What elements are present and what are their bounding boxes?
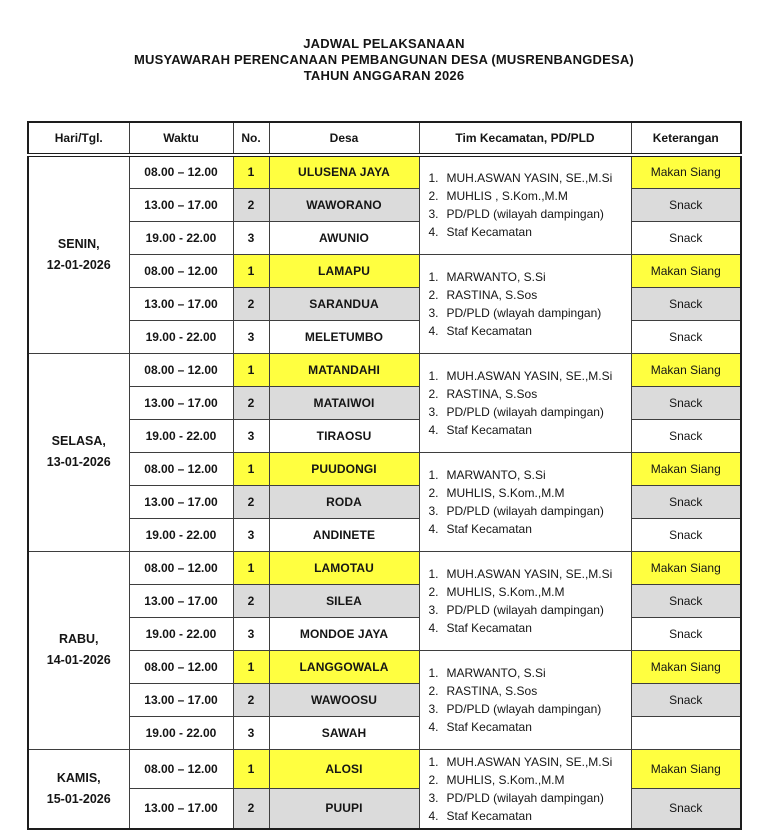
team-member-line	[429, 601, 627, 619]
waktu-cell: 19.00 - 22.00	[129, 221, 233, 254]
team-member-line	[429, 367, 627, 385]
desa-cell: LAMOTAU	[269, 551, 419, 584]
keterangan-cell: Snack	[631, 386, 741, 419]
desa-cell: WAWOOSU	[269, 683, 419, 716]
no-cell: 3	[233, 617, 269, 650]
day-date: 14-01-2026	[46, 653, 111, 667]
team-member-line	[429, 700, 627, 718]
team-member-name: RASTINA, S.Sos	[446, 683, 538, 698]
keterangan-cell: Snack	[631, 518, 741, 551]
waktu-cell: 13.00 – 17.00	[129, 485, 233, 518]
team-member-number: 1.	[428, 754, 439, 769]
waktu-cell: 13.00 – 17.00	[129, 188, 233, 221]
waktu-cell: 13.00 – 17.00	[129, 287, 233, 320]
team-member-number: 3.	[428, 790, 439, 805]
keterangan-cell: Snack	[631, 221, 741, 254]
no-cell: 2	[233, 789, 269, 829]
team-member-line	[429, 169, 627, 187]
waktu-cell: 08.00 – 12.00	[129, 353, 233, 386]
team-member-number: 4.	[428, 225, 439, 240]
keterangan-cell: Snack	[631, 584, 741, 617]
team-member-name: PD/PLD (wilayah dampingan)	[446, 790, 604, 805]
keterangan-cell: Makan Siang	[631, 155, 741, 188]
desa-cell: ULUSENA JAYA	[269, 155, 419, 188]
team-member-line	[429, 385, 627, 403]
column-header-tim: Tim Kecamatan, PD/PLD	[419, 122, 631, 155]
table-row	[28, 419, 741, 452]
table-row	[28, 650, 741, 683]
team-member-name: MUHLIS , S.Kom.,M.M	[446, 189, 568, 204]
team-member-line	[429, 205, 627, 223]
no-cell: 1	[233, 650, 269, 683]
team-member-number: 1.	[428, 467, 439, 482]
keterangan-cell: Makan Siang	[631, 353, 741, 386]
team-member-line	[429, 583, 627, 601]
team-member-number: 3.	[428, 602, 439, 617]
desa-cell: SAWAH	[269, 716, 419, 749]
day-cell	[28, 551, 129, 749]
desa-cell: AWUNIO	[269, 221, 419, 254]
table-row	[28, 551, 741, 584]
team-member-line	[429, 484, 627, 502]
document-title	[0, 0, 768, 84]
team-member-name: MARWANTO, S.Si	[446, 665, 546, 680]
no-cell: 2	[233, 683, 269, 716]
waktu-cell: 08.00 – 12.00	[129, 551, 233, 584]
team-member-name: PD/PLD (wilayah dampingan)	[446, 503, 604, 518]
team-member-line	[429, 753, 627, 771]
keterangan-cell: Snack	[631, 287, 741, 320]
table-row	[28, 485, 741, 518]
day-name: SELASA,	[51, 434, 106, 448]
team-member-number: 1.	[428, 171, 439, 186]
day-name: SENIN,	[57, 236, 100, 251]
column-header-no: No.	[233, 122, 269, 155]
team-member-name: PD/PLD (wilayah dampingan)	[446, 207, 604, 222]
team-member-number: 3.	[428, 207, 439, 222]
team-member-number: 3.	[428, 404, 439, 419]
team-member-number: 2.	[428, 584, 439, 599]
team-member-number: 4.	[428, 521, 439, 536]
header-row	[28, 122, 741, 155]
team-member-line	[429, 421, 627, 439]
team-member-number: 2.	[428, 386, 439, 401]
team-member-number: 3.	[428, 701, 439, 716]
team-member-line	[429, 807, 627, 825]
no-cell: 1	[233, 254, 269, 287]
team-member-number: 2.	[428, 287, 439, 302]
keterangan-cell: Makan Siang	[631, 749, 741, 789]
team-member-number: 2.	[428, 772, 439, 787]
day-date: 13-01-2026	[46, 455, 111, 469]
no-cell: 1	[233, 353, 269, 386]
team-member-line	[429, 223, 627, 241]
team-member-number: 1.	[428, 368, 439, 383]
desa-cell: ALOSI	[269, 749, 419, 789]
keterangan-cell	[631, 716, 741, 749]
team-member-number: 2.	[428, 189, 439, 204]
team-member-number: 1.	[428, 269, 439, 284]
keterangan-cell: Snack	[631, 320, 741, 353]
table-row	[28, 452, 741, 485]
team-member-line	[429, 718, 627, 736]
team-cell	[419, 254, 631, 353]
team-member-line	[429, 403, 627, 421]
team-member-line	[429, 682, 627, 700]
keterangan-cell: Snack	[631, 188, 741, 221]
no-cell: 3	[233, 419, 269, 452]
team-member-number: 3.	[428, 305, 439, 320]
waktu-cell: 19.00 - 22.00	[129, 716, 233, 749]
keterangan-cell: Makan Siang	[631, 551, 741, 584]
desa-cell: TIRAOSU	[269, 419, 419, 452]
desa-cell: MONDOE JAYA	[269, 617, 419, 650]
waktu-cell: 08.00 – 12.00	[129, 650, 233, 683]
team-member-name: PD/PLD (wlayah dampingan)	[446, 701, 602, 716]
team-member-number: 3.	[428, 503, 439, 518]
desa-cell: PUUDONGI	[269, 452, 419, 485]
team-cell	[419, 155, 631, 254]
team-member-number: 4.	[428, 323, 439, 338]
table-row	[28, 518, 741, 551]
title-line-3: TAHUN ANGGARAN 2026	[303, 68, 465, 83]
day-name: RABU,	[58, 632, 99, 646]
table-row	[28, 617, 741, 650]
waktu-cell: 13.00 – 17.00	[129, 683, 233, 716]
waktu-cell: 19.00 - 22.00	[129, 320, 233, 353]
team-cell	[419, 452, 631, 551]
team-member-name: Staf Kecamatan	[446, 323, 532, 338]
title-line-2: MUSYAWARAH PERENCANAAN PEMBANGUNAN DESA (MUSRENBANGDESA)	[134, 52, 634, 67]
no-cell: 3	[233, 320, 269, 353]
column-header-hari: Hari/Tgl.	[28, 122, 129, 155]
team-member-line	[429, 664, 627, 682]
team-member-name: PD/PLD (wilayah dampingan)	[446, 602, 604, 617]
team-member-name: MUHLIS, S.Kom.,M.M	[446, 485, 565, 500]
waktu-cell: 13.00 – 17.00	[129, 789, 233, 829]
team-cell	[419, 353, 631, 452]
waktu-cell: 13.00 – 17.00	[129, 584, 233, 617]
team-member-name: Staf Kecamatan	[446, 225, 532, 240]
table-row	[28, 386, 741, 419]
keterangan-cell: Makan Siang	[631, 452, 741, 485]
team-member-line	[429, 565, 627, 583]
team-member-name: MUH.ASWAN YASIN, SE.,M.Si	[446, 171, 613, 186]
table-row	[28, 353, 741, 386]
table-row	[28, 188, 741, 221]
team-member-line	[429, 466, 627, 484]
day-cell	[28, 749, 129, 829]
desa-cell: LANGGOWALA	[269, 650, 419, 683]
team-member-name: MUH.ASWAN YASIN, SE.,M.Si	[446, 368, 613, 383]
team-member-line	[429, 187, 627, 205]
waktu-cell: 19.00 - 22.00	[129, 617, 233, 650]
desa-cell: RODA	[269, 485, 419, 518]
table-row	[28, 254, 741, 287]
desa-cell: SARANDUA	[269, 287, 419, 320]
team-member-number: 4.	[428, 620, 439, 635]
team-member-line	[429, 502, 627, 520]
team-member-number: 1.	[428, 665, 439, 680]
team-member-name: Staf Kecamatan	[446, 620, 532, 635]
keterangan-cell: Snack	[631, 683, 741, 716]
waktu-cell: 13.00 – 17.00	[129, 386, 233, 419]
column-header-keterangan: Keterangan	[631, 122, 741, 155]
desa-cell: MATAIWOI	[269, 386, 419, 419]
desa-cell: ANDINETE	[269, 518, 419, 551]
table-row	[28, 287, 741, 320]
team-member-number: 1.	[428, 566, 439, 581]
team-member-line	[429, 520, 627, 538]
no-cell: 1	[233, 452, 269, 485]
team-member-line	[429, 771, 627, 789]
table-row	[28, 584, 741, 617]
team-member-name: RASTINA, S.Sos	[446, 386, 538, 401]
no-cell: 1	[233, 155, 269, 188]
no-cell: 2	[233, 287, 269, 320]
team-member-line	[429, 619, 627, 637]
team-member-line	[429, 268, 627, 286]
keterangan-cell: Makan Siang	[631, 254, 741, 287]
keterangan-cell: Snack	[631, 789, 741, 829]
team-member-name: Staf Kecamatan	[446, 422, 532, 437]
keterangan-cell: Snack	[631, 617, 741, 650]
team-member-number: 2.	[428, 683, 439, 698]
team-member-line	[429, 286, 627, 304]
no-cell: 2	[233, 584, 269, 617]
no-cell: 2	[233, 188, 269, 221]
team-member-name: MUHLIS, S.Kom.,M.M	[446, 584, 565, 599]
desa-cell: LAMAPU	[269, 254, 419, 287]
team-member-name: Staf Kecamatan	[446, 521, 532, 536]
day-cell	[28, 353, 129, 551]
table-row	[28, 155, 741, 188]
team-member-name: MUH.ASWAN YASIN, SE.,M.Si	[446, 566, 613, 581]
desa-cell: SILEA	[269, 584, 419, 617]
desa-cell: MELETUMBO	[269, 320, 419, 353]
desa-cell: WAWORANO	[269, 188, 419, 221]
no-cell: 3	[233, 518, 269, 551]
table-row	[28, 221, 741, 254]
waktu-cell: 08.00 – 12.00	[129, 155, 233, 188]
waktu-cell: 08.00 – 12.00	[129, 749, 233, 789]
team-member-name: Staf Kecamatan	[446, 719, 532, 734]
table-row	[28, 716, 741, 749]
no-cell: 2	[233, 386, 269, 419]
day-date: 15-01-2026	[46, 791, 111, 806]
day-date: 12-01-2026	[46, 257, 111, 272]
team-cell	[419, 650, 631, 749]
no-cell: 1	[233, 749, 269, 789]
keterangan-cell: Snack	[631, 485, 741, 518]
table-row	[28, 789, 741, 829]
schedule-table	[27, 121, 742, 830]
team-member-name: PD/PLD (wilayah dampingan)	[446, 404, 604, 419]
desa-cell: PUUPI	[269, 789, 419, 829]
team-member-name: RASTINA, S.Sos	[446, 287, 538, 302]
day-cell	[28, 155, 129, 353]
keterangan-cell: Snack	[631, 419, 741, 452]
team-cell	[419, 749, 631, 829]
team-member-name: MARWANTO, S.Si	[446, 467, 546, 482]
day-name: KAMIS,	[56, 770, 101, 785]
team-member-name: MUHLIS, S.Kom.,M.M	[446, 772, 565, 787]
title-line-1: JADWAL PELAKSANAAN	[303, 36, 465, 51]
waktu-cell: 08.00 – 12.00	[129, 452, 233, 485]
keterangan-cell: Makan Siang	[631, 650, 741, 683]
desa-cell: MATANDAHI	[269, 353, 419, 386]
column-header-waktu: Waktu	[129, 122, 233, 155]
table-row	[28, 320, 741, 353]
column-header-desa: Desa	[269, 122, 419, 155]
team-member-line	[429, 322, 627, 340]
no-cell: 3	[233, 716, 269, 749]
team-member-number: 4.	[428, 422, 439, 437]
team-member-number: 4.	[428, 719, 439, 734]
team-member-name: PD/PLD (wlayah dampingan)	[446, 305, 602, 320]
team-member-name: Staf Kecamatan	[446, 808, 532, 823]
team-cell	[419, 551, 631, 650]
team-member-line	[429, 789, 627, 807]
waktu-cell: 19.00 - 22.00	[129, 518, 233, 551]
team-member-name: MUH.ASWAN YASIN, SE.,M.Si	[446, 754, 613, 769]
no-cell: 1	[233, 551, 269, 584]
team-member-name: MARWANTO, S.Si	[446, 269, 546, 284]
team-member-number: 4.	[428, 808, 439, 823]
no-cell: 2	[233, 485, 269, 518]
table-row	[28, 749, 741, 789]
table-row	[28, 683, 741, 716]
waktu-cell: 19.00 - 22.00	[129, 419, 233, 452]
no-cell: 3	[233, 221, 269, 254]
team-member-line	[429, 304, 627, 322]
waktu-cell: 08.00 – 12.00	[129, 254, 233, 287]
team-member-number: 2.	[428, 485, 439, 500]
